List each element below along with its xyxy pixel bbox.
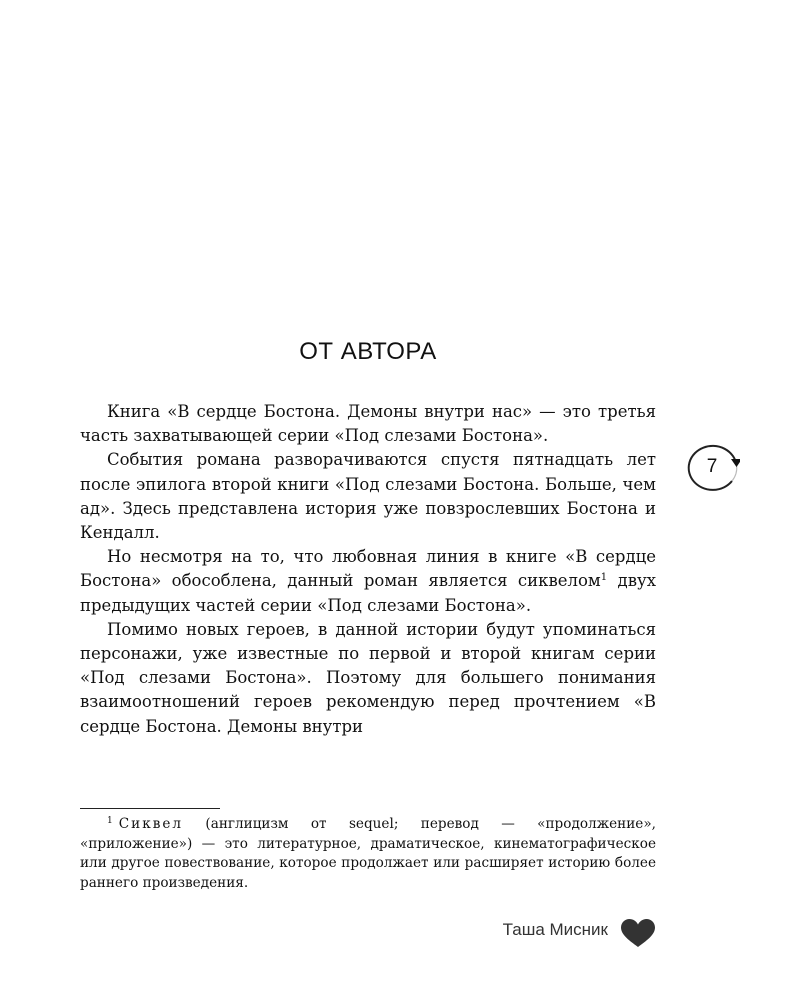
footnote-divider — [80, 808, 220, 809]
paragraph-1: Книга «В сердце Бостона. Демоны внутри нас» — это третья часть захватывающей серии «Под слезами Бостона». — [80, 402, 656, 446]
footnote-text: (англицизм от sequel; перевод — «продолжение», «приложение») — это литературное, драматическое, кинематографическое или другое повествование, которое продолжает или расширяет историю более раннего произведения. — [80, 816, 656, 891]
heart-icon — [620, 918, 656, 948]
footnote — [80, 815, 656, 893]
footnote-mark: 1 — [107, 816, 113, 826]
author-name: Таша Мисник — [502, 920, 608, 939]
paragraph-2: События романа разворачиваются спустя пятнадцать лет после эпилога второй книги «Под слезами Бостона. Больше, чем ад». Здесь представлена история уже повзрослевших Бостона и Кендалл. — [80, 450, 656, 543]
footnote-term: Сиквел — [118, 816, 184, 832]
body-text — [80, 400, 656, 739]
page-number: 7 — [706, 456, 718, 477]
paragraph-3-after: двух предыдущих частей серии «Под слезами Бостона». — [80, 571, 656, 615]
page-number-badge — [684, 443, 740, 495]
footnote-reference[interactable]: 1 — [600, 572, 608, 584]
paragraph-4: Помимо новых героев, в данной истории будут упоминаться персонажи, уже известные по первой и второй книгам серии «Под слезами Бостона». Поэтому для большего понимания взаимоотношений героев рекомендую перед прочтением «В сердце Бостона. Демоны внутри — [80, 619, 656, 736]
paragraph-3-before: Но несмотря на то, что любовная линия в книге «В сердце Бостона» обособлена, данный роман является сиквелом — [80, 547, 656, 591]
paragraph-3 — [80, 545, 656, 618]
page-title: ОТ АВТОРА — [299, 338, 437, 365]
